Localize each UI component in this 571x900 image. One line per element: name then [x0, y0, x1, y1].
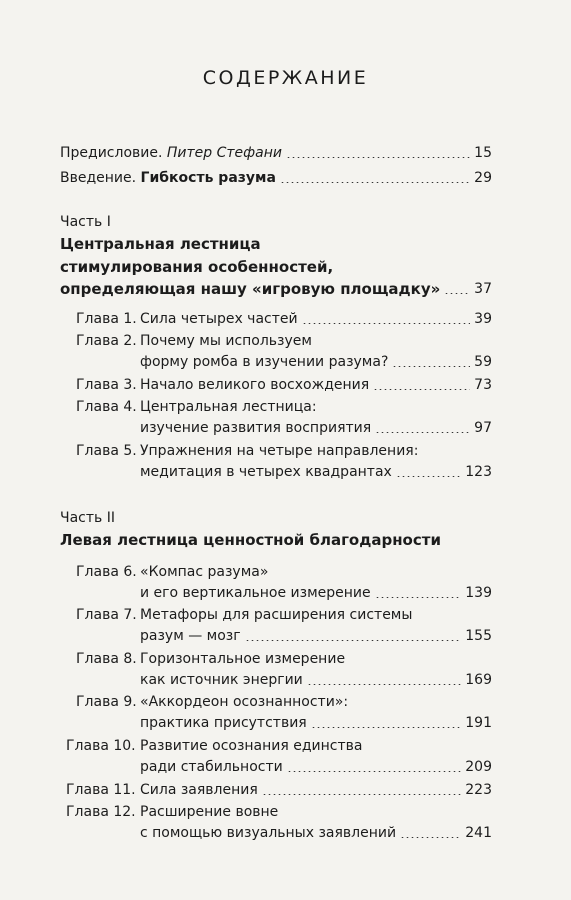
leader-dots: [396, 476, 461, 477]
toc-entry-chapter-10[interactable]: [140, 757, 492, 777]
chapter-8-title-line2: как источник энергии: [140, 672, 303, 688]
leader-dots: [373, 389, 470, 390]
chapter-2-label: Глава 2.: [76, 333, 137, 349]
chapter-1-label: Глава 1.: [76, 311, 137, 327]
chapter-4-label: Глава 4.: [76, 399, 137, 415]
toc-entry-chapter-8[interactable]: [140, 670, 492, 690]
part1-title-line1: Центральная лестница: [60, 235, 261, 253]
part2-title[interactable]: Левая лестница ценностной благодарности: [60, 531, 441, 549]
leader-dots: [286, 157, 470, 158]
chapter-1-title: Сила четырех частей: [140, 311, 298, 327]
page-number: 97: [474, 420, 492, 436]
toc-entry-chapter-7[interactable]: [140, 626, 492, 646]
intro-subtitle: Гибкость разума: [140, 170, 276, 186]
chapter-10-title-line2: ради стабильности: [140, 759, 283, 775]
chapter-7-label: Глава 7.: [76, 607, 137, 623]
leader-dots: [307, 684, 461, 685]
toc-entry-chapter-11[interactable]: [140, 780, 492, 800]
chapter-9-label: Глава 9.: [76, 694, 137, 710]
page-number: 191: [465, 715, 492, 731]
leader-dots: [400, 837, 461, 838]
leader-dots: [392, 366, 470, 367]
chapter-3-title: Начало великого восхождения: [140, 377, 370, 393]
page-number: 59: [474, 354, 492, 370]
chapter-8-title-line1[interactable]: Горизонтальное измерение: [140, 651, 346, 667]
page-number: 37: [474, 281, 492, 297]
chapter-7-title-line1[interactable]: Метафоры для расширения системы: [140, 607, 413, 623]
page-number: 123: [465, 464, 492, 480]
toc-entry-chapter-6[interactable]: [140, 583, 492, 603]
leader-dots: [444, 293, 470, 294]
chapter-12-title-line2: с помощью визуальных заявлений: [140, 825, 397, 841]
page-number: 15: [474, 145, 492, 161]
page-number: 241: [465, 825, 492, 841]
chapter-2-title-line2: форму ромба в изучении разума?: [140, 354, 389, 370]
page-number: 39: [474, 311, 492, 327]
toc-entry-part1[interactable]: [60, 279, 492, 299]
chapter-3-label: Глава 3.: [76, 377, 137, 393]
leader-dots: [302, 323, 471, 324]
toc-entry-chapter-9[interactable]: [140, 713, 492, 733]
chapter-4-title-line1[interactable]: Центральная лестница:: [140, 399, 317, 415]
part1-title-line3: определяющая нашу «игровую площадку»: [60, 280, 441, 298]
part2-label: Часть II: [60, 510, 115, 526]
chapter-5-title-line1[interactable]: Упражнения на четыре направления:: [140, 443, 419, 459]
leader-dots: [311, 727, 462, 728]
leader-dots: [375, 432, 470, 433]
chapter-5-label: Глава 5.: [76, 443, 137, 459]
part1-title-line2: стимулирования особенностей,: [60, 258, 334, 276]
preface-author: Питер Стефани: [166, 145, 282, 161]
leader-dots: [287, 771, 462, 772]
chapter-12-title-line1[interactable]: Расширение вовне: [140, 804, 279, 820]
chapter-9-title-line2: практика присутствия: [140, 715, 307, 731]
page-number: 169: [465, 672, 492, 688]
part1-label: Часть I: [60, 214, 111, 230]
chapter-6-title-line2: и его вертикальное измерение: [140, 585, 371, 601]
toc-entry-chapter-1[interactable]: [140, 309, 492, 329]
chapter-7-title-line2: разум — мозг: [140, 628, 241, 644]
chapter-6-title-line1[interactable]: «Компас разума»: [140, 564, 269, 580]
chapter-5-title-line2: медитация в четырех квадрантах: [140, 464, 392, 480]
page-number: 223: [465, 782, 492, 798]
chapter-10-label: Глава 10.: [66, 738, 136, 754]
toc-entry-chapter-3[interactable]: [140, 375, 492, 395]
chapter-4-title-line2: изучение развития восприятия: [140, 420, 372, 436]
chapter-2-title-line1[interactable]: Почему мы используем: [140, 333, 312, 349]
toc-title: СОДЕРЖАНИЕ: [202, 67, 369, 89]
toc-entry-chapter-2[interactable]: [140, 352, 492, 372]
chapter-11-title: Сила заявления: [140, 782, 258, 798]
page-number: 209: [465, 759, 492, 775]
toc-entry-chapter-12[interactable]: [140, 823, 492, 843]
chapter-11-label: Глава 11.: [66, 782, 136, 798]
preface-label: Предисловие.: [60, 145, 163, 161]
toc-entry-chapter-5[interactable]: [140, 462, 492, 482]
page-number: 29: [474, 170, 492, 186]
leader-dots: [245, 640, 462, 641]
page-number: 73: [474, 377, 492, 393]
chapter-8-label: Глава 8.: [76, 651, 137, 667]
chapter-9-title-line1[interactable]: «Аккордеон осознанности»:: [140, 694, 349, 710]
intro-label: Введение.: [60, 170, 137, 186]
leader-dots: [262, 794, 461, 795]
toc-entry-chapter-4[interactable]: [140, 418, 492, 438]
leader-dots: [280, 182, 470, 183]
toc-entry-intro[interactable]: [60, 168, 492, 188]
leader-dots: [375, 597, 462, 598]
chapter-6-label: Глава 6.: [76, 564, 137, 580]
page-number: 139: [465, 585, 492, 601]
chapter-10-title-line1[interactable]: Развитие осознания единства: [140, 738, 363, 754]
toc-entry-preface[interactable]: [60, 143, 492, 163]
page-number: 155: [465, 628, 492, 644]
chapter-12-label: Глава 12.: [66, 804, 136, 820]
